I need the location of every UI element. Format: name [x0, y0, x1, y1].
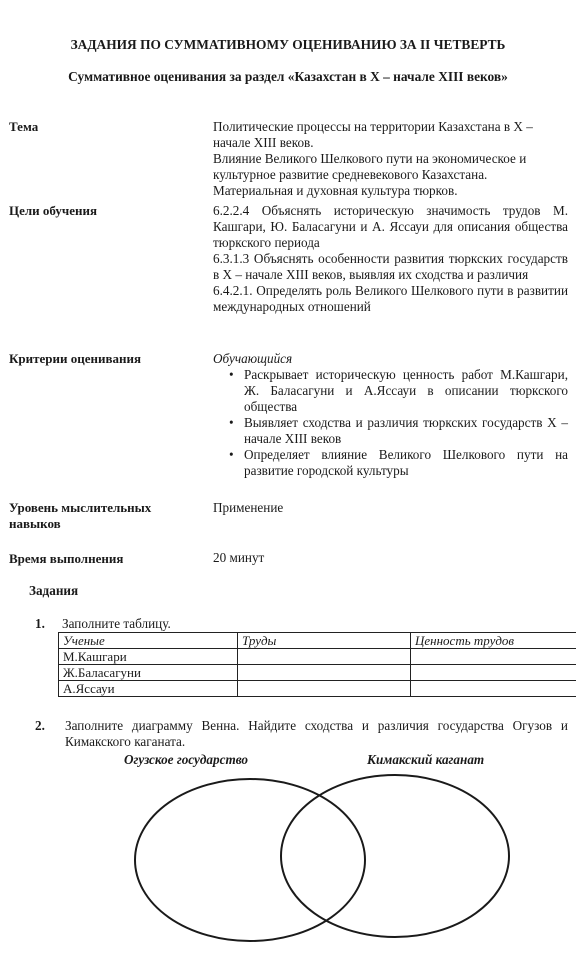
topic-line: Материальная и духовная культура тюрков.	[213, 183, 458, 198]
table-cell	[238, 681, 411, 697]
task1-table	[58, 632, 576, 697]
table-row	[59, 665, 576, 681]
goal-item: 6.2.2.4 Объяснять историческую значимость трудов М. Кашгари, Ю. Баласагуни и А. Яссауи для описания общества тюркского периода	[213, 203, 568, 250]
venn-right-label: Кимакский каганат	[367, 752, 485, 767]
goals-label: Цели обучения	[9, 203, 98, 218]
criteria-list	[213, 367, 568, 479]
skill-level-label-line: Уровень мыслительных	[9, 500, 152, 515]
table-cell: А.Яссауи	[59, 681, 238, 697]
time-value: 20 минут	[213, 550, 265, 565]
criteria-value	[213, 351, 568, 479]
table-cell	[238, 665, 411, 681]
task2-text	[65, 718, 568, 750]
venn-left-label: Огузское государство	[124, 752, 249, 767]
table-header-cell: Ученые	[59, 633, 238, 649]
skill-level-label	[9, 500, 199, 532]
criteria-intro: Обучающийся	[213, 351, 293, 366]
task2-text-line: Кимакского каганата.	[65, 734, 186, 749]
venn-right-circle	[281, 775, 509, 937]
table-row	[59, 649, 576, 665]
table-row	[59, 681, 576, 697]
goal-item: 6.4.2.1. Определять роль Великого Шелкового пути в развитии международных отношений	[213, 283, 568, 314]
table-header-cell: Ценность трудов	[411, 633, 576, 649]
table-header-row	[59, 633, 576, 649]
goal-item: 6.3.1.3 Объяснять особенности развития тюркских государств в X – начале XIII веков, выявляя их сходства и различия	[213, 251, 568, 282]
time-label: Время выполнения	[9, 551, 124, 566]
criteria-item: • Определяет влияние Великого Шелкового пути на развитие городской культуры	[213, 447, 568, 479]
table-cell	[411, 681, 576, 697]
table-cell	[411, 665, 576, 681]
criteria-item: • Раскрывает историческую ценность работ М.Кашгари, Ж. Баласагуни и А.Яссауи в описании тюркского общества	[213, 367, 568, 415]
topic-line: культурное развитие средневекового Казахстана.	[213, 167, 488, 182]
table-cell: М.Кашгари	[59, 649, 238, 665]
goals-value	[213, 203, 568, 315]
topic-line: Влияние Великого Шелкового пути на экономическое и	[213, 151, 527, 166]
skill-level-value: Применение	[213, 500, 284, 515]
task2-number: 2.	[35, 718, 45, 733]
table-cell	[411, 649, 576, 665]
topic-label: Тема	[9, 119, 39, 134]
task2-text-line: Заполните диаграмму Венна. Найдите сходства и различия государства Огузов и	[65, 718, 568, 733]
table-cell: Ж.Баласагуни	[59, 665, 238, 681]
tasks-heading: Задания	[29, 583, 79, 598]
document-title: ЗАДАНИЯ ПО СУММАТИВНОМУ ОЦЕНИВАНИЮ ЗА II ЧЕТВЕРТЬ	[70, 37, 506, 52]
topic-line: начале XIII веков.	[213, 135, 314, 150]
topic-value	[213, 119, 568, 199]
criteria-item: • Выявляет сходства и различия тюркских государств X – начале XIII веков	[213, 415, 568, 447]
task1-number: 1.	[35, 616, 45, 631]
venn-left-circle	[135, 779, 365, 941]
venn-diagram	[0, 770, 576, 959]
table-header-cell: Труды	[238, 633, 411, 649]
table-cell	[238, 649, 411, 665]
topic-line: Политические процессы на территории Казахстана в X –	[213, 119, 533, 134]
criteria-label: Критерии оценивания	[9, 351, 142, 366]
skill-level-label-line: навыков	[9, 516, 61, 531]
task1-text: Заполните таблицу.	[62, 616, 171, 631]
document-subtitle: Суммативное оценивания за раздел «Казахстан в X – начале XIII веков»	[68, 69, 508, 84]
